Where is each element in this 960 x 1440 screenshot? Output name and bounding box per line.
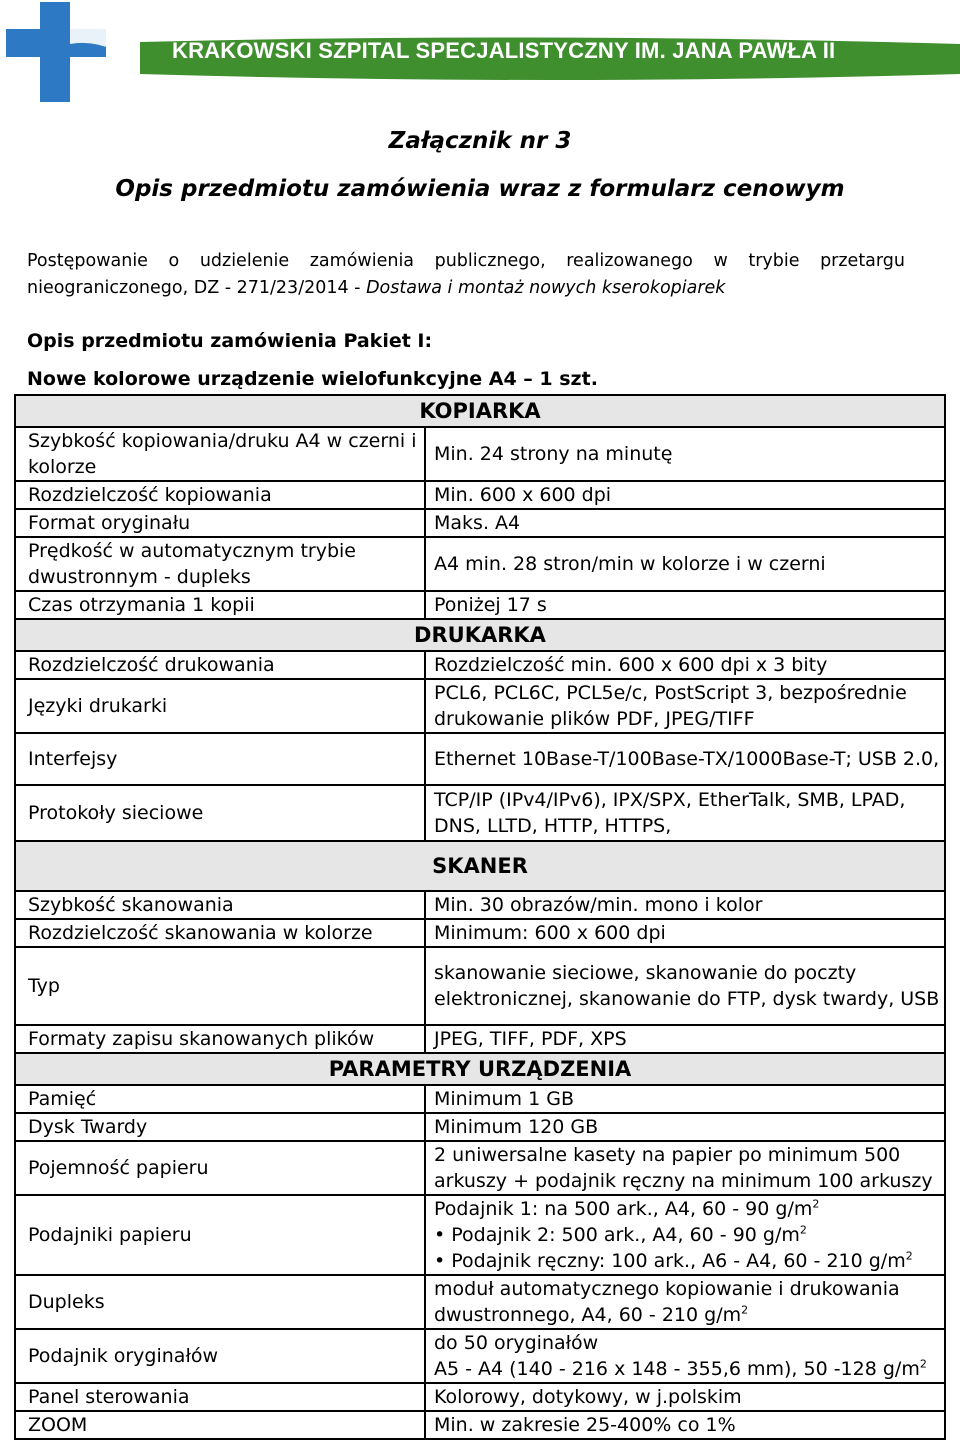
table-row bbox=[15, 733, 945, 785]
parameter-label: Typ bbox=[15, 947, 425, 1025]
unit-superscript: 2 bbox=[741, 1303, 749, 1317]
section-title: PARAMETRY URZĄDZENIA bbox=[15, 1053, 945, 1085]
intro-line-2 bbox=[27, 275, 905, 302]
specification-table bbox=[14, 394, 946, 1440]
intro-word: publicznego, bbox=[434, 251, 546, 271]
parameter-label: Dupleks bbox=[15, 1275, 425, 1329]
intro-procurement-subject: Dostawa i montaż nowych kserokopiarek bbox=[366, 278, 726, 298]
table-row bbox=[15, 1141, 945, 1195]
intro-word: Postępowanie bbox=[27, 251, 148, 271]
parameter-label: Podajniki papieru bbox=[15, 1195, 425, 1275]
parameter-value bbox=[425, 1329, 945, 1383]
parameter-label: Rozdzielczość skanowania w kolorze bbox=[15, 919, 425, 947]
parameter-value: 2 uniwersalne kasety na papier po minimum 500 arkuszy + podajnik ręczny na minimum 100 arkuszy bbox=[425, 1141, 945, 1195]
parameter-label: Rozdzielczość kopiowania bbox=[15, 481, 425, 509]
parameter-label: Panel sterowania bbox=[15, 1383, 425, 1411]
parameter-label: Rozdzielczość drukowania bbox=[15, 651, 425, 679]
parameter-label: Szybkość kopiowania/druku A4 w czerni i kolorze bbox=[15, 427, 425, 481]
value-line-text: do 50 oryginałów bbox=[434, 1332, 599, 1354]
unit-superscript: 2 bbox=[799, 1223, 807, 1237]
table-row bbox=[15, 1411, 945, 1439]
document-subtitle: Opis przedmiotu zamówienia wraz z formularz cenowym bbox=[115, 176, 845, 202]
value-line bbox=[434, 1302, 944, 1328]
table-row bbox=[15, 1113, 945, 1141]
unit-superscript: 2 bbox=[812, 1197, 820, 1211]
hospital-cross-logo-icon bbox=[6, 2, 136, 102]
device-heading: Nowe kolorowe urządzenie wielofunkcyjne A4 – 1 szt. bbox=[27, 368, 598, 390]
table-row bbox=[15, 679, 945, 733]
parameter-value: Min. 30 obrazów/min. mono i kolor bbox=[425, 891, 945, 919]
parameter-value: skanowanie sieciowe, skanowanie do poczty elektronicznej, skanowanie do FTP, dysk twardy, USB bbox=[425, 947, 945, 1025]
parameter-label: Dysk Twardy bbox=[15, 1113, 425, 1141]
table-row bbox=[15, 509, 945, 537]
parameter-value: Poniżej 17 s bbox=[425, 591, 945, 619]
parameter-label: Pamięć bbox=[15, 1085, 425, 1113]
intro-word: o bbox=[168, 251, 180, 271]
table-row bbox=[15, 1383, 945, 1411]
parameter-label: ZOOM bbox=[15, 1411, 425, 1439]
section-header-row bbox=[15, 1053, 945, 1085]
table-row bbox=[15, 481, 945, 509]
value-line-text: dwustronnego, A4, 60 - 210 g/m bbox=[434, 1304, 742, 1326]
parameter-label: Protokoły sieciowe bbox=[15, 785, 425, 841]
table-row bbox=[15, 891, 945, 919]
intro-word: udzielenie bbox=[199, 251, 290, 271]
parameter-value: Kolorowy, dotykowy, w j.polskim bbox=[425, 1383, 945, 1411]
table-row bbox=[15, 1195, 945, 1275]
intro-line-2-text: nieograniczonego, DZ - 271/23/2014 - bbox=[27, 278, 367, 298]
value-line bbox=[434, 1248, 944, 1274]
value-line-text: Podajnik 2: 500 ark., A4, 60 - 90 g/m bbox=[451, 1224, 800, 1246]
table-row bbox=[15, 1275, 945, 1329]
unit-superscript: 2 bbox=[905, 1249, 913, 1263]
unit-superscript: 2 bbox=[919, 1357, 927, 1371]
parameter-label: Interfejsy bbox=[15, 733, 425, 785]
parameter-value: Minimum: 600 x 600 dpi bbox=[425, 919, 945, 947]
parameter-value bbox=[425, 1195, 945, 1275]
table-row bbox=[15, 1085, 945, 1113]
parameter-value: A4 min. 28 stron/min w kolorze i w czerni bbox=[425, 537, 945, 591]
intro-word: trybie bbox=[748, 251, 800, 271]
parameter-value: Min. 24 strony na minutę bbox=[425, 427, 945, 481]
parameter-value: TCP/IP (IPv4/IPv6), IPX/SPX, EtherTalk, SMB, LPAD, DNS, LLTD, HTTP, HTTPS, bbox=[425, 785, 945, 841]
parameter-label: Szybkość skanowania bbox=[15, 891, 425, 919]
parameter-value: Maks. A4 bbox=[425, 509, 945, 537]
section-header-row bbox=[15, 395, 945, 427]
value-line bbox=[434, 1222, 944, 1248]
table-row bbox=[15, 651, 945, 679]
parameter-label: Prędkość w automatycznym trybie dwustronnym - dupleks bbox=[15, 537, 425, 591]
section-title: SKANER bbox=[15, 841, 945, 891]
parameter-value: Min. 600 x 600 dpi bbox=[425, 481, 945, 509]
table-row bbox=[15, 537, 945, 591]
value-line bbox=[434, 1276, 944, 1302]
parameter-value: Rozdzielczość min. 600 x 600 dpi x 3 bity bbox=[425, 651, 945, 679]
parameter-label: Podajnik oryginałów bbox=[15, 1329, 425, 1383]
section-header-row bbox=[15, 619, 945, 651]
value-line bbox=[434, 1330, 944, 1356]
intro-word: przetargu bbox=[820, 251, 905, 271]
table-row bbox=[15, 591, 945, 619]
value-line-text: A5 - A4 (140 - 216 x 148 - 355,6 mm), 50 -128 g/m bbox=[434, 1358, 920, 1380]
table-row bbox=[15, 427, 945, 481]
parameter-label: Pojemność papieru bbox=[15, 1141, 425, 1195]
value-line-text: moduł automatycznego kopiowanie i drukowania bbox=[434, 1278, 900, 1300]
parameter-value: JPEG, TIFF, PDF, XPS bbox=[425, 1025, 945, 1053]
intro-word: realizowanego bbox=[566, 251, 693, 271]
parameter-label: Języki drukarki bbox=[15, 679, 425, 733]
table-row bbox=[15, 1025, 945, 1053]
value-line-text: Podajnik 1: na 500 ark., A4, 60 - 90 g/m bbox=[434, 1198, 813, 1220]
parameter-value: PCL6, PCL6C, PCL5e/c, PostScript 3, bezpośrednie drukowanie plików PDF, JPEG/TIFF bbox=[425, 679, 945, 733]
parameter-label: Czas otrzymania 1 kopii bbox=[15, 591, 425, 619]
intro-line-1 bbox=[27, 248, 905, 275]
parameter-value: Minimum 120 GB bbox=[425, 1113, 945, 1141]
page-header bbox=[0, 0, 960, 110]
intro-paragraph bbox=[27, 248, 905, 302]
table-row bbox=[15, 947, 945, 1025]
intro-word: zamówienia bbox=[309, 251, 415, 271]
package-heading: Opis przedmiotu zamówienia Pakiet I: bbox=[27, 330, 433, 352]
intro-word: w bbox=[713, 251, 728, 271]
parameter-value bbox=[425, 1275, 945, 1329]
parameter-value: Min. w zakresie 25-400% co 1% bbox=[425, 1411, 945, 1439]
table-row bbox=[15, 919, 945, 947]
section-title: DRUKARKA bbox=[15, 619, 945, 651]
parameter-label: Format oryginału bbox=[15, 509, 425, 537]
annex-title: Załącznik nr 3 bbox=[388, 128, 572, 154]
section-header-row bbox=[15, 841, 945, 891]
parameter-label: Formaty zapisu skanowanych plików bbox=[15, 1025, 425, 1053]
table-row bbox=[15, 785, 945, 841]
table-row bbox=[15, 1329, 945, 1383]
value-line bbox=[434, 1196, 944, 1222]
value-line-text: Podajnik ręczny: 100 ark., A6 - A4, 60 - 210 g/m bbox=[451, 1250, 906, 1272]
parameter-value: Minimum 1 GB bbox=[425, 1085, 945, 1113]
parameter-value: Ethernet 10Base-T/100Base-TX/1000Base-T; USB 2.0, bbox=[425, 733, 945, 785]
value-line bbox=[434, 1356, 944, 1382]
section-title: KOPIARKA bbox=[15, 395, 945, 427]
hospital-name: KRAKOWSKI SZPITAL SPECJALISTYCZNY IM. JANA PAWŁA II bbox=[172, 38, 836, 63]
